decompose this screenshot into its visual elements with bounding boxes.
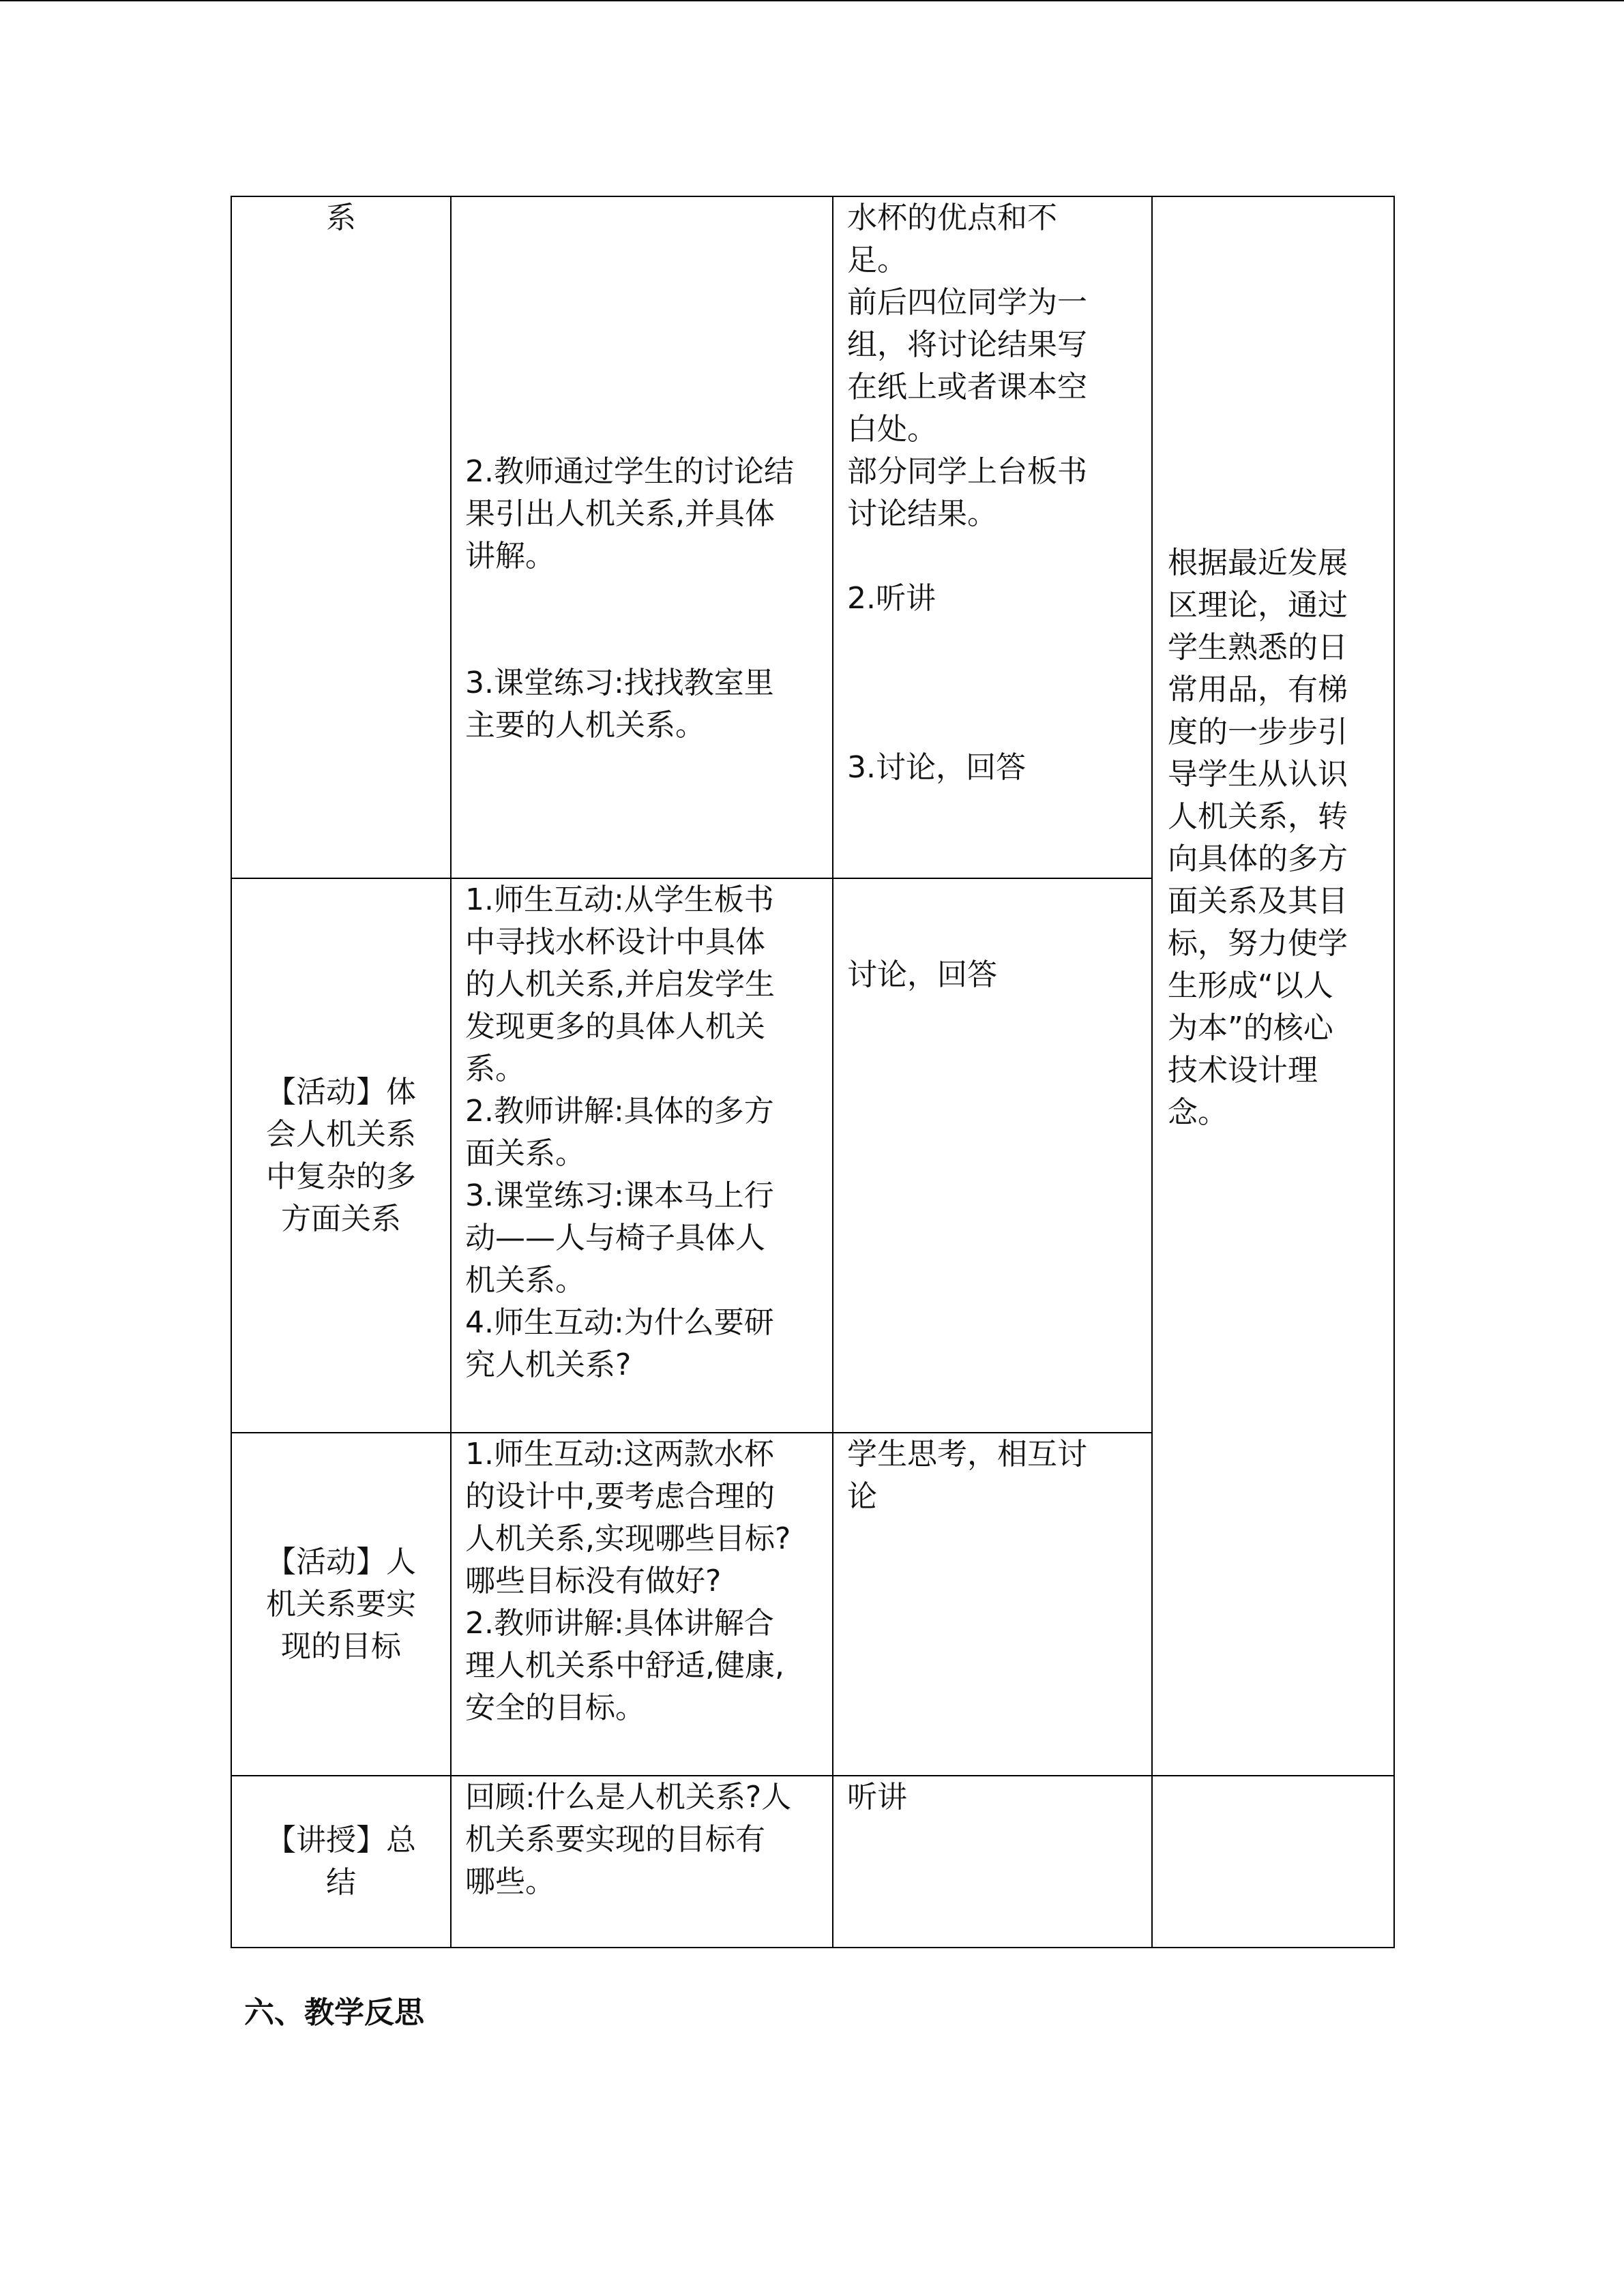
- teacher-activity-cell: 1.师生互动:从学生板书 中寻找水杯设计中具体 的人机关系,并启发学生 发现更多的具体人机关 系。 2.教师讲解:具体的多方 面关系。 3.课堂练习:课本马上行 动——人与椅子具体人 机关系。 4.师生互动:为什么要研 究人机关系?: [451, 878, 833, 1433]
- topic-cell: 【讲授】总 结: [231, 1776, 451, 1948]
- teacher-activity-cell: 2.教师通过学生的讨论结 果引出人机关系,并具体 讲解。 3.课堂练习:找找教室里 主要的人机关系。: [451, 196, 833, 878]
- topic-cell-continued: 系: [231, 196, 451, 878]
- topic-cell: 【活动】体 会人机关系 中复杂的多 方面关系: [231, 878, 451, 1433]
- teacher-activity-cell: 回顾:什么是人机关系?人 机关系要实现的目标有 哪些。: [451, 1776, 833, 1948]
- lesson-plan-table: [231, 196, 1395, 1948]
- design-intent-cell-empty: [1152, 1776, 1394, 1948]
- student-activity-cell: 水杯的优点和不 足。 前后四位同学为一 组，将讨论结果写 在纸上或者课本空 白处。 部分同学上台板书 讨论结果。 2.听讲 3.讨论，回答: [833, 196, 1152, 878]
- student-activity-cell: 讨论，回答: [833, 878, 1152, 1433]
- design-intent-cell: 根据最近发展 区理论，通过 学生熟悉的日 常用品，有梯 度的一步步引 导学生从认识 人机关系，转 向具体的多方 面关系及其目 标，努力使学 生形成“以人 为本”的核心 技术设计理 念。: [1152, 196, 1394, 1776]
- student-activity-cell: 听讲: [833, 1776, 1152, 1948]
- topic-cell: 【活动】人 机关系要实 现的目标: [231, 1433, 451, 1776]
- section-heading: 六、教学反思: [244, 1995, 424, 2030]
- table-row: [231, 1776, 1394, 1948]
- student-activity-cell: 学生思考，相互讨 论: [833, 1433, 1152, 1776]
- table-row: [231, 196, 1394, 878]
- teacher-activity-cell: 1.师生互动:这两款水杯 的设计中,要考虑合理的 人机关系,实现哪些目标? 哪些目标没有做好? 2.教师讲解:具体讲解合 理人机关系中舒适,健康, 安全的目标。: [451, 1433, 833, 1776]
- page-top-border: [0, 0, 1624, 1]
